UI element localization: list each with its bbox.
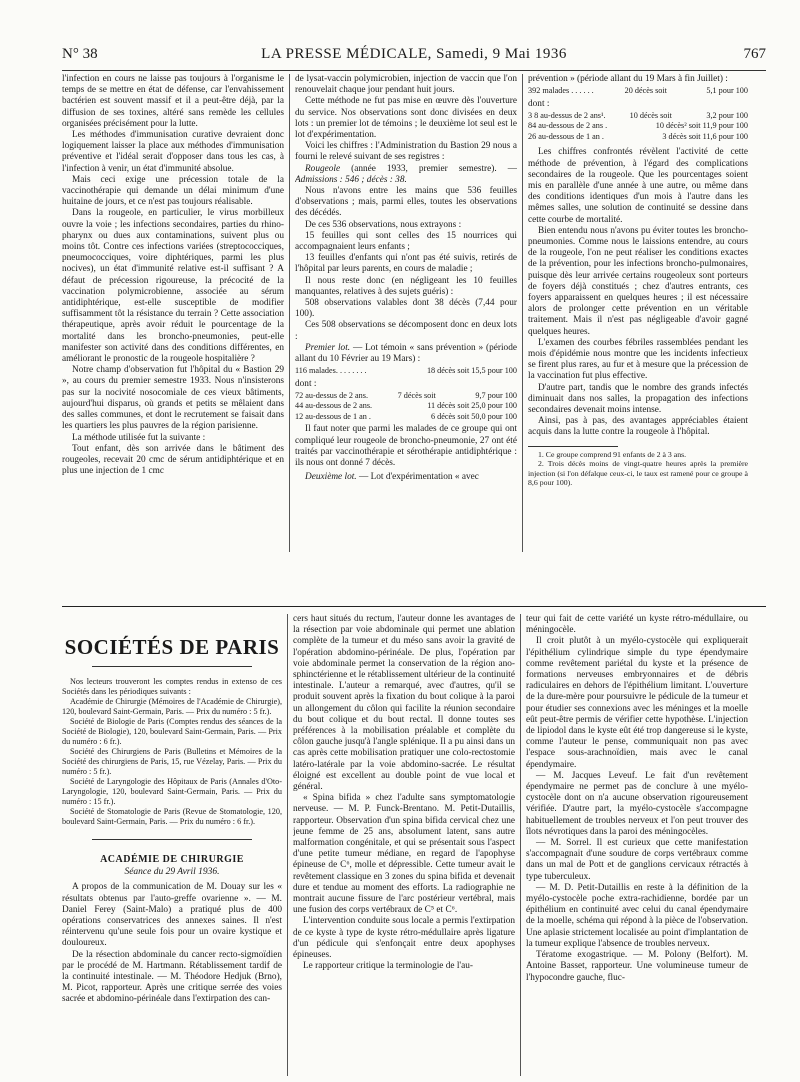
list-item: Société de Biologie de Paris (Comptes rendus des séances de la Société de Biologie), 120, boulevard Saint-Germain, Paris. — Prix du numéro : 6 fr.). [62,717,282,746]
paragraph: 15 feuilles qui sont celles des 15 nourrices qui accompagnaient leurs enfants ; [295,230,517,253]
footnote-rule [528,446,618,447]
societes-column [62,614,282,1076]
stats-table-total [295,366,517,377]
column-divider [522,74,523,552]
paragraph: Ainsi, pas à pas, des avantages appréciables étaient acquis dans la lutte contre la rougeole à l'hôpital. [528,416,748,438]
page-header [62,44,766,68]
paragraph: De ces 536 observations, nous extrayons : [305,219,462,230]
label: Deuxième lot. [305,472,357,483]
paragraph: Mais ceci exige une précession totale de la vaccinothérapie qui demande un délai minimum d'une huitaine de jours, et ce n'est pas toujours réalisable. [62,174,284,208]
paragraph: Le rapporteur critique la terminologie de l'au- [303,961,473,972]
table-cell: 20 décès soit [624,86,667,96]
issue-number: N° 38 [62,46,98,62]
table-cell: 392 malades . . . . . . [528,86,594,96]
table-cell: 12 au-dessous de 1 an . [295,411,371,421]
table-cell: 3 décès soit 11,6 pour 100 [662,131,748,141]
paragraph: Il faut noter que parmi les malades de ce groupe qui ont compliqué leur rougeole de broncho-pneumonie, 27 ont été traités par vaccinothérapie et sérothérapie antidiphtérique : ils nous ont donné 7 décès. [295,424,517,469]
column-divider [520,614,521,1076]
paragraph: La méthode utilisée fut la suivante : [72,432,206,443]
article-column-2 [295,74,517,552]
table-cell: 44 au-dessous de 2 ans. [295,401,373,411]
title-rule [92,666,252,667]
stats-table-breakdown [295,391,517,423]
paragraph: L'intervention conduite sous locale a permis l'extirpation de ce kyste à type de kyste rétro-médullaire après ligature d'un pédicule qui s'enfonçait entre deux apophyses épineuses. [293,916,515,961]
list-item: Académie de Chirurgie (Mémoires de l'Académie de Chirurgie), 120, boulevard Saint-Germain, Paris. — Prix du numéro : 5 fr.). [62,697,282,716]
paragraph: L'examen des courbes fébriles rassemblées pendant les mois d'épidémie nous montre que les incidents infectieux se firent plus rares, au fur et à mesure que la précession de la vaccination fut plus effective. [528,337,748,382]
table-cell: 3,2 pour 100 [706,110,748,120]
paragraph [295,343,517,365]
table-row [295,412,517,423]
table-cell: 9,7 pour 100 [475,390,517,400]
paragraph: cers haut situés du rectum, l'auteur donne les avantages de la résection par voie abdominale qui permet une ablation complète de la tumeur et du méso sans avoir la gravité de l'opération abdomino-périnéale. De plus, l'opération par voie abdominale permet la conservation de la région ano-sphinctérienne et le rétablissement ultérieur de la continuité intestinale. L'auteur a remarqué, avec d'autres, qu'il se produit souvent après la fixation du bout colique à la paroi un allongement du côlon qui facilite la réunion secondaire du bout colique et du bout rectal. Il donne toutes ses préférences à la mobilisation préalable et complète du côlon gauche jusqu'à l'angle splénique. Il a pu ainsi dans un cas après cette mobilisation pratiquer une colo-rectostomie latéro-latérale par la voie abdomino-sacrée. Le résultat éloigné est excellent au double point de vue local et général. [293,614,515,793]
stats-table-breakdown [528,111,748,143]
column-divider [287,614,288,1076]
paragraph: Bien entendu nous n'avons pu éviter toutes les broncho-pneumonies. Comme nous le laissions entendre, au cours de la rougeole, l'on ne peut réaliser les conditions exactes de la prévention, pour les infections broncho-pulmonaires, puisque dès leur arrivée certains rougeoleux sont porteurs de foyers déjà constitués ; chez d'autres entrants, ces foyers apparaissent en quelques heures ; il est nécessaire alors de prolonger cette prévention en un véritable traitement. Mais il n'est pas négligeable d'avoir gagné quelques heures. [528,225,748,337]
paragraph: 13 feuilles d'enfants qui n'ont pas été suivis, retirés de l'hôpital par leurs parents, en cours de maladie ; [295,253,517,275]
paragraph: — M. Jacques Leveuf. Le fait d'un revêtement épendymaire ne permet pas de conclure à une myélo-cystocèle dont on n'a aucune observation rigoureusement vérifiée. D'autre part, la myélo-cystocèle s'accompagne habituellement de troubles nerveux et l'on peut trouver des îlots névrotiques dans la paroi des méningocèles. [526,770,748,837]
paragraph: — M. Sorrel. Il est curieux que cette manifestation s'accompagnait d'une soudure de corps vertébraux comme dans un mal de Pott et de ganglions cervicaux rétractés à type tuberculeux. [526,838,748,882]
label: Premier lot. [305,342,351,353]
paragraph: de lysat-vaccin polymicrobien, injection de vaccin que l'on renouvelait chaque jour pendant huit jours. [295,74,517,96]
journal-title: LA PRESSE MÉDICALE, Samedi, 9 Mai 1936 [261,46,567,62]
header-rule [62,70,766,71]
list-item: Société de Laryngologie des Hôpitaux de Paris (Annales d'Oto-Laryngologie, 120, boulevard Saint-Germain, Paris. — Prix du numéro : 15 fr.). [62,777,282,806]
paragraph: 508 observations valables dont 38 décès (7,44 pour 100). [295,298,517,320]
table-row [528,111,748,122]
footnote: 1. Ce groupe comprend 91 enfants de 2 à 3 ans. [538,449,687,459]
paragraph: prévention » (période allant du 19 Mars à fin Juillet) : [528,74,728,84]
article-column-3 [528,74,748,552]
table-cell: 6 décès soit 50,0 pour 100 [431,411,517,421]
section-rule [92,839,252,840]
table-row [295,391,517,402]
table-cell: 5,1 pour 100 [706,86,748,96]
table-cell: 18 décès soit 15,5 pour 100 [426,366,517,376]
article-column-1 [62,74,284,552]
societes-list [62,677,282,827]
table-cell: 116 malades. . . . . . . . [295,366,367,376]
list-item: Société de Stomatologie de Paris (Revue de Stomatologie, 120, boulevard Saint-Germain, Paris. — Prix du numéro : 6 fr.). [62,807,282,826]
paragraph: l'infection en cours ne laisse pas toujours à l'organisme le temps de se mettre en état de défense, car l'envahissement bactérien est souvent massif et il a peut-être déjà, par la diffusion de ses toxines, altéré sans remède les cellules organisées précisément pour la lutte. [62,74,284,129]
table-cell: 26 au-dessous de 1 an . [528,131,604,141]
paragraph [295,472,517,483]
text: — Lot témoin « sans prévention » (période allant du 10 Février au 19 Mars) : [295,342,517,365]
session-date: Séance du 29 Avril 1936. [124,867,220,878]
paragraph: dont : [295,378,317,389]
table-row [295,366,517,377]
paragraph: Cette méthode ne fut pas mise en œuvre dès l'ouverture du service. Nos observations sont donc divisées en deux lots : un premier lot de témoins ; le deuxième lot seul est le lot d'expérimentation. [295,96,517,141]
table-cell: 7 décès soit [397,390,436,400]
footnote: 2. Trois décès moins de vingt-quatre heures après la première injection (si l'on défalque ceux-ci, le taux est ramené pour ce groupe à 8,6 pour 100). [528,459,748,488]
article-column-6 [526,614,748,1076]
intro-text: Nos lecteurs trouveront les comptes rendus in extenso de ces Sociétés dans les périodiques suivants : [62,677,282,696]
paragraph: D'autre part, tandis que le nombre des grands infectés diminuait dans nos salles, la propagation des infections secondaires devenait moins intense. [528,382,748,416]
paragraph: « Spina bifida » chez l'adulte sans symptomatologie nerveuse. — M. P. Funck-Brentano. M. Petit-Dutaillis, rapporteur. Observation d'un spina bifida cervical chez une jeune femme de 25 ans, absolument latent, sans autre malformation congénitale, et qui se présentait sous l'aspect d'une petite tumeur médiane, en regard de l'apophyse épineuse de C⁶, molle et dépressible. Cette tumeur avait le revêtement classique en 3 zones du spina bifida et devenait dure et tendue au moment des efforts. La radiographie ne montrait aucune fissure de l'arc postérieur vertébral, mais une fusion des corps vertébraux de C⁵ et C⁶. [293,793,515,916]
text: (année 1933, premier semestre). — [340,163,517,174]
paragraph: A propos de la communication de M. Douay sur les « résultats obtenus par l'auto-greffe ovarienne ». — M. Daniel Ferey (Saint-Malo) a pratiqué plus de 400 opérations conservatrices des annexes saines. Il n'est réintervenu qu'une seule fois pour un ovaire kystique et douloureux. [62,882,282,949]
text: Admissions : 546 ; décès : 38. [295,174,407,185]
paragraph: De la résection abdominale du cancer recto-sigmoïdien par le procédé de M. Hartmann. Rétablissement tardif de la continuité intestinale. — M. Théodore Hedjuk (Brno), M. Picot, rapporteur. Après une critique serrée des voies sacrée et abdomino-périnéale dans l'extirpation des can- [62,949,282,1005]
table-cell: 11 décès soit 25,0 pour 100 [427,401,517,411]
page-number: 767 [743,46,766,62]
table-row [528,132,748,143]
table-row [528,121,748,132]
table-cell: 10 décès soit [629,110,672,120]
paragraph: Il nous reste donc (en négligeant les 10 feuilles manquantes, relatives à des sujets guéris) : [295,275,517,297]
paragraph: Il croit plutôt à un myélo-cystocèle qui expliquerait l'épithélium cylindrique simple du type épendymaire comme revêtement pariétal du kyste et la présence de formations nerveuses embryonnaires et de débris radiculaires en dehors de l'épithélium limitant. L'ouverture de la dure-mère pour poursuivre le pédicule de la tumeur et pour étudier ses connexions avec les méninges et la moelle eût peut-être permis de vérifier cette hypothèse. L'injection de lipiodol dans le kyste eût été trop dangereuse si le kyste, comme l'auteur le pense, communiquait non pas avec l'espace sous-arachnoïdien, mais avec le canal épendymaire. [526,636,748,770]
paragraph: Voici les chiffres : l'Administration du Bastion 29 nous a fourni le relevé suivant de ses registres : [295,141,517,163]
paragraph: dont : [528,98,550,109]
paragraph: Tout enfant, dès son arrivée dans le bâtiment des rougeoles, recevait 20 cmc de sérum antidiphtérique et en plus une injection de 1 cmc [62,443,284,477]
paragraph: Notre champ d'observation fut l'hôpital du « Bastion 29 », au cours du premier semestre 1933. Nous n'insisterons pas sur la nocivité nosocomiale de ces vieux bâtiments, aujourd'hui disparus, où grands et petits se mêlaient dans des salles communes, et dont le recrutement se faisait dans les quartiers les plus pauvres de la région parisienne. [62,365,284,432]
article-column-5 [293,614,515,1076]
section-title: SOCIÉTÉS DE PARIS [64,635,280,659]
paragraph: teur qui fait de cette variété un kyste rétro-médullaire, ou méningocèle. [526,614,748,636]
text: — Lot d'expérimentation « avec [356,472,479,483]
paragraph: — M. D. Petit-Dutaillis en reste à la définition de la myélo-cystocèle poche extra-rachidienne, bordée par un épithélium en continuité avec celui du canal épendymaire de la moelle, schéma qui répond à la pièce de l'observation. Une aplasie strictement localisée au point d'implantation de la tumeur explique l'absence de troubles nerveux. [526,882,748,949]
stats-table-total [528,86,748,97]
table-cell: 72 au-dessus de 2 ans. [295,390,368,400]
table-cell: 3 8 au-dessus de 2 ans¹. [528,110,606,120]
paragraph: Les méthodes d'immunisation curative devraient donc logiquement laisser la place aux méthodes d'immunisation préventive et l'idéal serait d'opposer dans tous les cas, à l'infection à venir, un état d'immunité absolue. [62,130,284,174]
section-rule [62,606,766,607]
paragraph: Dans la rougeole, en particulier, le virus morbilleux ouvre la voie ; les infections secondaires, parties du rhino-pharynx ou dues aux contaminations, suivent plus ou moins tôt. Contre ces infections variées (streptococciques, pneumococciques, voire diphtériques, parmi les plus nocives), un état d'immunité relative est-il suffisant ? A défaut de précession rigoureuse, la précocité de la vaccination polymicrobienne, associée au sérum antidiphtérique, est-elle susceptible de modifier suffisamment tôt la résistance du terrain ? Cette association thérapeutique, après avoir réduit le pourcentage de la mortalité dans les broncho-pneumonies, peut-elle manifester son activité dans des conditions différentes, en améliorant le pronostic de la rougeole hospitalière ? [62,208,284,365]
label: Rougeole [305,163,341,174]
paragraph: Les chiffres confrontés révèlent l'activité de cette méthode de prévention, à l'égard des complications secondaires de la rougeole. Que les pourcentages soient mis en parallèle d'une année à une autre, ou même dans des conditions identiques d'un mois à l'autre dans les mêmes salles, une solution de continuité se dessine dans cette courbe de mortalité. [528,147,748,225]
table-row [528,86,748,97]
list-item: Société des Chirurgiens de Paris (Bulletins et Mémoires de la Société des chirurgiens de Paris, 15, rue Vézelay, Paris. — Prix du numéro : 5 fr.). [62,747,282,776]
column-divider [289,74,290,552]
academy-heading: ACADÉMIE DE CHIRURGIE [100,854,244,865]
paragraph: Tératome exogastrique. — M. Polony (Belfort). M. Antoine Basset, rapporteur. Une volumineuse tumeur de l'hypocondre gauche, fluc- [526,950,748,983]
table-cell: 10 décès² soit 11,9 pour 100 [655,121,748,131]
paragraph [295,164,517,186]
table-row [295,401,517,412]
table-cell: 84 au-dessous de 2 ans . [528,121,608,131]
paragraph: Nous n'avons entre les mains que 536 feuilles d'observations ; mais, parmi elles, toutes les observations des décédés. [295,186,517,219]
paragraph: Ces 508 observations se décomposent donc en deux lots : [295,320,517,342]
